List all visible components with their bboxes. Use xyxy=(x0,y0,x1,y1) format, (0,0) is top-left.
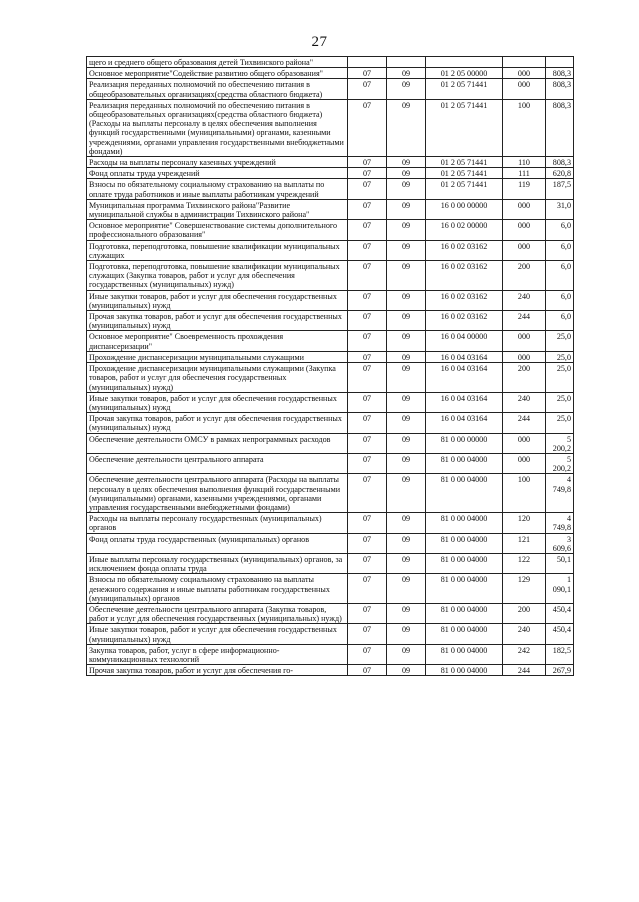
cell-subsection: 09 xyxy=(387,624,426,644)
cell-section: 07 xyxy=(348,392,387,412)
cell-expense-type: 000 xyxy=(503,199,546,219)
cell-name: Фонд оплаты труда учреждений xyxy=(87,168,348,179)
cell-expense-type: 120 xyxy=(503,513,546,533)
table-row xyxy=(87,453,574,473)
cell-subsection: 09 xyxy=(387,665,426,676)
cell-subsection: 09 xyxy=(387,453,426,473)
cell-name: Иные закупки товаров, работ и услуг для обеспечения государственных (муниципальных) нужд xyxy=(87,290,348,310)
cell-amount: 31,0 xyxy=(546,199,574,219)
cell-amount: 187,5 xyxy=(546,179,574,199)
table-row xyxy=(87,68,574,79)
cell-name: Взносы по обязательному социальному страхованию на выплаты по оплате труда работников и иные выплаты работникам учреждений xyxy=(87,179,348,199)
cell-target-article: 16 0 04 03164 xyxy=(426,413,503,433)
table-row xyxy=(87,553,574,573)
cell-target-article xyxy=(426,57,503,68)
cell-subsection: 09 xyxy=(387,199,426,219)
cell-amount: 620,8 xyxy=(546,168,574,179)
cell-subsection: 09 xyxy=(387,644,426,664)
cell-section: 07 xyxy=(348,331,387,351)
cell-name: Прочая закупка товаров, работ и услуг для обеспечения го- xyxy=(87,665,348,676)
cell-expense-type: 119 xyxy=(503,179,546,199)
cell-amount: 267,9 xyxy=(546,665,574,676)
cell-name: Прочая закупка товаров, работ и услуг для обеспечения государственных (муниципальных) нужд xyxy=(87,413,348,433)
cell-section: 07 xyxy=(348,79,387,99)
cell-expense-type: 200 xyxy=(503,261,546,291)
table-row xyxy=(87,474,574,513)
table-row xyxy=(87,331,574,351)
cell-section: 07 xyxy=(348,413,387,433)
cell-expense-type: 000 xyxy=(503,351,546,362)
table-row xyxy=(87,533,574,553)
cell-expense-type: 240 xyxy=(503,290,546,310)
table-row xyxy=(87,311,574,331)
cell-subsection: 09 xyxy=(387,261,426,291)
table-row xyxy=(87,351,574,362)
table-row xyxy=(87,665,574,676)
cell-amount: 6,0 xyxy=(546,290,574,310)
cell-section: 07 xyxy=(348,363,387,393)
cell-section xyxy=(348,57,387,68)
cell-name: Расходы на выплаты персоналу государственных (муниципальных) органов xyxy=(87,513,348,533)
cell-name: Основное мероприятие" Совершенствование системы дополнительного профессионального образования" xyxy=(87,220,348,240)
cell-target-article: 16 0 02 03162 xyxy=(426,311,503,331)
cell-amount: 6,0 xyxy=(546,240,574,260)
cell-target-article: 16 0 04 03164 xyxy=(426,351,503,362)
cell-subsection: 09 xyxy=(387,240,426,260)
cell-subsection: 09 xyxy=(387,179,426,199)
cell-target-article: 01 2 05 00000 xyxy=(426,68,503,79)
cell-name: Прохождение диспансеризации муниципальными служащими xyxy=(87,351,348,362)
cell-name: Обеспечение деятельности ОМСУ в рамках непрограммных расходов xyxy=(87,433,348,453)
cell-amount: 6,0 xyxy=(546,261,574,291)
cell-target-article: 01 2 05 71441 xyxy=(426,79,503,99)
cell-expense-type xyxy=(503,57,546,68)
cell-target-article: 16 0 02 03162 xyxy=(426,240,503,260)
cell-name: Реализация переданных полномочий по обеспечению питания в общеобразовательных организациях(средства областного бюджета) xyxy=(87,79,348,99)
table-row xyxy=(87,603,574,623)
cell-expense-type: 244 xyxy=(503,413,546,433)
cell-section: 07 xyxy=(348,99,387,156)
cell-expense-type: 100 xyxy=(503,474,546,513)
cell-section: 07 xyxy=(348,240,387,260)
cell-subsection: 09 xyxy=(387,553,426,573)
cell-subsection: 09 xyxy=(387,513,426,533)
cell-name: Обеспечение деятельности центрального аппарата (Закупка товаров, работ и услуг для обеспечения государственных (муниципальных) нужд) xyxy=(87,603,348,623)
cell-target-article: 16 0 04 03164 xyxy=(426,392,503,412)
page-number: 27 xyxy=(311,34,328,50)
table-row xyxy=(87,290,574,310)
table-row xyxy=(87,57,574,68)
cell-expense-type: 129 xyxy=(503,574,546,604)
cell-target-article: 81 0 00 04000 xyxy=(426,603,503,623)
cell-amount xyxy=(546,57,574,68)
cell-target-article: 81 0 00 00000 xyxy=(426,433,503,453)
cell-target-article: 81 0 00 04000 xyxy=(426,513,503,533)
budget-table xyxy=(86,56,574,676)
cell-amount: 450,4 xyxy=(546,603,574,623)
cell-section: 07 xyxy=(348,220,387,240)
cell-subsection: 09 xyxy=(387,433,426,453)
cell-section: 07 xyxy=(348,311,387,331)
cell-section: 07 xyxy=(348,68,387,79)
cell-target-article: 81 0 00 04000 xyxy=(426,644,503,664)
table-row xyxy=(87,392,574,412)
cell-target-article: 01 2 05 71441 xyxy=(426,99,503,156)
table-row xyxy=(87,261,574,291)
cell-target-article: 16 0 02 03162 xyxy=(426,261,503,291)
cell-subsection: 09 xyxy=(387,574,426,604)
cell-expense-type: 000 xyxy=(503,240,546,260)
cell-section: 07 xyxy=(348,665,387,676)
cell-name: Иные выплаты персоналу государственных (муниципальных) органов, за исключением фонда оплаты труда xyxy=(87,553,348,573)
cell-target-article: 16 0 04 00000 xyxy=(426,331,503,351)
table-row xyxy=(87,413,574,433)
cell-amount: 25,0 xyxy=(546,363,574,393)
cell-subsection: 09 xyxy=(387,603,426,623)
table-row xyxy=(87,157,574,168)
cell-subsection: 09 xyxy=(387,290,426,310)
cell-expense-type: 000 xyxy=(503,453,546,473)
cell-name: Реализация переданных полномочий по обеспечению питания в общеобразовательных организациях(средства областного бюджета) (Расходы на выплаты персоналу в целях обеспечения выполнения функций государственными (муниципальными) органами, казенными учреждениями, органами управления государственными внебюджетными фондами) xyxy=(87,99,348,156)
cell-expense-type: 242 xyxy=(503,644,546,664)
cell-name: Фонд оплаты труда государственных (муниципальных) органов xyxy=(87,533,348,553)
cell-expense-type: 244 xyxy=(503,665,546,676)
cell-target-article: 01 2 05 71441 xyxy=(426,179,503,199)
cell-amount: 25,0 xyxy=(546,331,574,351)
cell-section: 07 xyxy=(348,168,387,179)
cell-name: Обеспечение деятельности центрального аппарата (Расходы на выплаты персоналу в целях обеспечения выполнения функций государственными (муниципальными) органами, казенными учреждениями, органами управления государственными внебюджетными фондами) xyxy=(87,474,348,513)
cell-target-article: 16 0 00 00000 xyxy=(426,199,503,219)
table-row xyxy=(87,79,574,99)
cell-section: 07 xyxy=(348,513,387,533)
cell-target-article: 81 0 00 04000 xyxy=(426,453,503,473)
cell-name: Прохождение диспансеризации муниципальными служащими (Закупка товаров, работ и услуг для обеспечения государственных (муниципальных) нужд) xyxy=(87,363,348,393)
cell-target-article: 81 0 00 04000 xyxy=(426,553,503,573)
cell-section: 07 xyxy=(348,453,387,473)
cell-name: Иные закупки товаров, работ и услуг для обеспечения государственных (муниципальных) нужд xyxy=(87,392,348,412)
cell-section: 07 xyxy=(348,351,387,362)
cell-name: Иные закупки товаров, работ и услуг для обеспечения государственных (муниципальных) нужд xyxy=(87,624,348,644)
cell-amount: 808,3 xyxy=(546,157,574,168)
cell-target-article: 16 0 02 03162 xyxy=(426,290,503,310)
cell-name: Прочая закупка товаров, работ и услуг для обеспечения государственных (муниципальных) нужд xyxy=(87,311,348,331)
cell-subsection: 09 xyxy=(387,68,426,79)
table-row xyxy=(87,363,574,393)
cell-target-article: 01 2 05 71441 xyxy=(426,168,503,179)
cell-subsection: 09 xyxy=(387,413,426,433)
cell-amount: 808,3 xyxy=(546,99,574,156)
cell-section: 07 xyxy=(348,624,387,644)
cell-amount: 4 749,8 xyxy=(546,474,574,513)
cell-name: Основное мероприятие" Своевременность прохождения диспансеризации" xyxy=(87,331,348,351)
table-row xyxy=(87,179,574,199)
cell-section: 07 xyxy=(348,474,387,513)
cell-expense-type: 111 xyxy=(503,168,546,179)
cell-amount: 50,1 xyxy=(546,553,574,573)
cell-subsection: 09 xyxy=(387,363,426,393)
cell-subsection xyxy=(387,57,426,68)
table-row xyxy=(87,199,574,219)
cell-amount: 25,0 xyxy=(546,413,574,433)
table-row xyxy=(87,624,574,644)
cell-expense-type: 000 xyxy=(503,68,546,79)
cell-name: Подготовка, переподготовка, повышение квалификации муниципальных служащих (Закупка товаров, работ и услуг для обеспечения государственных (муниципальных) нужд) xyxy=(87,261,348,291)
cell-subsection: 09 xyxy=(387,168,426,179)
cell-amount: 5 200,2 xyxy=(546,433,574,453)
cell-expense-type: 122 xyxy=(503,553,546,573)
cell-section: 07 xyxy=(348,603,387,623)
cell-amount: 5 200,2 xyxy=(546,453,574,473)
table-row xyxy=(87,240,574,260)
cell-amount: 1 090,1 xyxy=(546,574,574,604)
cell-name: Закупка товаров, работ, услуг в сфере информационно-коммуникационных технологий xyxy=(87,644,348,664)
cell-section: 07 xyxy=(348,644,387,664)
cell-section: 07 xyxy=(348,553,387,573)
cell-target-article: 81 0 00 04000 xyxy=(426,474,503,513)
cell-name: Основное мероприятие"Содействие развитию общего образования" xyxy=(87,68,348,79)
cell-section: 07 xyxy=(348,179,387,199)
cell-amount: 450,4 xyxy=(546,624,574,644)
cell-subsection: 09 xyxy=(387,311,426,331)
cell-expense-type: 121 xyxy=(503,533,546,553)
cell-expense-type: 000 xyxy=(503,79,546,99)
cell-section: 07 xyxy=(348,199,387,219)
cell-section: 07 xyxy=(348,261,387,291)
cell-name: Обеспечение деятельности центрального аппарата xyxy=(87,453,348,473)
cell-expense-type: 200 xyxy=(503,363,546,393)
cell-name: Подготовка, переподготовка, повышение квалификации муниципальных служащих xyxy=(87,240,348,260)
table-row xyxy=(87,433,574,453)
cell-amount: 25,0 xyxy=(546,392,574,412)
cell-target-article: 16 0 04 03164 xyxy=(426,363,503,393)
cell-subsection: 09 xyxy=(387,331,426,351)
cell-target-article: 16 0 02 00000 xyxy=(426,220,503,240)
cell-expense-type: 240 xyxy=(503,624,546,644)
table-row xyxy=(87,220,574,240)
cell-name: Муниципальная программа Тихвинского района"Развитие муниципальной службы в администрации Тихвинского района" xyxy=(87,199,348,219)
cell-target-article: 81 0 00 04000 xyxy=(426,533,503,553)
cell-target-article: 81 0 00 04000 xyxy=(426,624,503,644)
cell-expense-type: 110 xyxy=(503,157,546,168)
cell-target-article: 01 2 05 71441 xyxy=(426,157,503,168)
cell-section: 07 xyxy=(348,433,387,453)
cell-expense-type: 000 xyxy=(503,220,546,240)
cell-target-article: 81 0 00 04000 xyxy=(426,574,503,604)
cell-target-article: 81 0 00 04000 xyxy=(426,665,503,676)
cell-subsection: 09 xyxy=(387,220,426,240)
cell-amount: 6,0 xyxy=(546,220,574,240)
cell-subsection: 09 xyxy=(387,392,426,412)
cell-subsection: 09 xyxy=(387,351,426,362)
cell-amount: 3 609,6 xyxy=(546,533,574,553)
cell-expense-type: 000 xyxy=(503,433,546,453)
cell-subsection: 09 xyxy=(387,533,426,553)
cell-subsection: 09 xyxy=(387,79,426,99)
table-row xyxy=(87,168,574,179)
cell-section: 07 xyxy=(348,574,387,604)
cell-amount: 808,3 xyxy=(546,68,574,79)
cell-name: Расходы на выплаты персоналу казенных учреждений xyxy=(87,157,348,168)
cell-expense-type: 240 xyxy=(503,392,546,412)
cell-section: 07 xyxy=(348,290,387,310)
table-row xyxy=(87,99,574,156)
cell-expense-type: 000 xyxy=(503,331,546,351)
cell-amount: 182,5 xyxy=(546,644,574,664)
cell-expense-type: 244 xyxy=(503,311,546,331)
cell-name: Взносы по обязательному социальному страхованию на выплаты денежного содержания и иные выплаты работникам государственных (муниципальных) органов xyxy=(87,574,348,604)
table-row xyxy=(87,574,574,604)
cell-subsection: 09 xyxy=(387,157,426,168)
cell-amount: 4 749,8 xyxy=(546,513,574,533)
cell-amount: 808,3 xyxy=(546,79,574,99)
cell-name: щего и среднего общего образования детей Тихвинского района" xyxy=(87,57,348,68)
cell-section: 07 xyxy=(348,533,387,553)
cell-subsection: 09 xyxy=(387,99,426,156)
table-row xyxy=(87,513,574,533)
cell-expense-type: 200 xyxy=(503,603,546,623)
table-row xyxy=(87,644,574,664)
cell-subsection: 09 xyxy=(387,474,426,513)
cell-section: 07 xyxy=(348,157,387,168)
cell-amount: 25,0 xyxy=(546,351,574,362)
cell-amount: 6,0 xyxy=(546,311,574,331)
cell-expense-type: 100 xyxy=(503,99,546,156)
